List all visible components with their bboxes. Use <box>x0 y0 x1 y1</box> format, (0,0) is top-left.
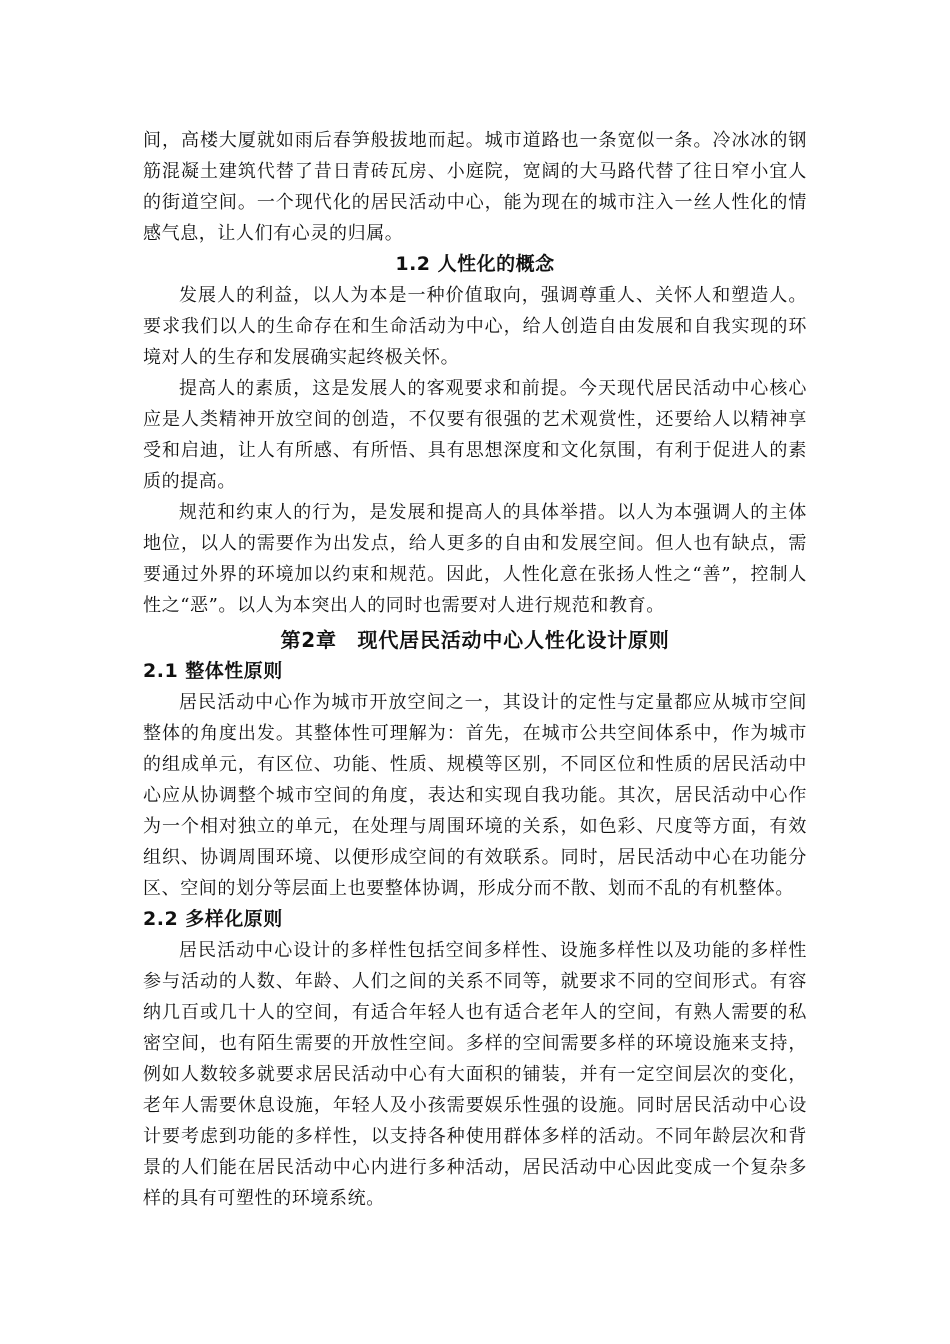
section-2-1-title: 2.1 整体性原则 <box>143 660 283 682</box>
section-2-1-paragraph: 居民活动中心作为城市开放空间之一，其设计的定性与定量都应从城市空间整体的角度出发。其整体性可理解为：首先，在城市公共空间体系中，作为城市的组成单元，有区位、功能、性质、规模等区别，不同区位和性质的居民活动中心应从协调整个城市空间的角度，表达和实现自我功能。其次，居民活动中心作为一个相对独立的单元，在处理与周围环境的关系，如色彩、尺度等方面，有效组织、协调周围环境、以便形成空间的有效联系。同时，居民活动中心在功能分区、空间的划分等层面上也要整体协调，形成分而不散、划而不乱的有机整体。 <box>143 692 807 899</box>
section-2-2-title: 2.2 多样化原则 <box>143 908 283 930</box>
section-2-2-paragraph: 居民活动中心设计的多样性包括空间多样性、设施多样性以及功能的多样性参与活动的人数、年龄、人们之间的关系不同等，就要求不同的空间形式。有容纳几百或几十人的空间，有适合年轻人也有适合老年人的空间，有熟人需要的私密空间，也有陌生需要的开放性空间。多样的空间需要多样的环境设施来支持，例如人数较多就要求居民活动中心有大面积的铺装，并有一定空间层次的变化，老年人需要休息设施，年轻人及小孩需要娱乐性强的设施。同时居民活动中心设计要考虑到功能的多样性，以支持各种使用群体多样的活动。不同年龄层次和背景的人们能在居民活动中心内进行多种活动，居民活动中心因此变成一个复杂多样的具有可塑性的环境系统。 <box>143 940 807 1209</box>
section-1-2-paragraph-2: 提高人的素质，这是发展人的客观要求和前提。今天现代居民活动中心核心应是人类精神开放空间的创造，不仅要有很强的艺术观赏性，还要给人以精神享受和启迪，让人有所感、有所悟、具有思想深度和文化氛围，有利于促进人的素质的提高。 <box>143 378 807 492</box>
chapter-2-title: 第2章 现代居民活动中心人性化设计原则 <box>280 628 670 652</box>
section-1-2-paragraph-3: 规范和约束人的行为，是发展和提高人的具体举措。以人为本强调人的主体地位，以人的需要作为出发点，给人更多的自由和发展空间。但人也有缺点，需要通过外界的环境加以约束和规范。因此，人性化意在张扬人性之“善”，控制人性之“恶”。以人为本突出人的同时也需要对人进行规范和教育。 <box>143 502 807 616</box>
section-1-2-paragraph-1: 发展人的利益，以人为本是一种价值取向，强调尊重人、关怀人和塑造人。要求我们以人的生命存在和生命活动为中心，给人创造自由发展和自我实现的环境对人的生存和发展确实起终极关怀。 <box>143 285 807 368</box>
section-1-2-title: 1.2 人性化的概念 <box>395 253 555 275</box>
intro-paragraph: 间，高楼大厦就如雨后春笋般拔地而起。城市道路也一条宽似一条。冷冰冰的钢筋混凝土建筑代替了昔日青砖瓦房、小庭院，宽阔的大马路代替了往日窄小宜人的街道空间。一个现代化的居民活动中心，能为现在的城市注入一丝人性化的情感气息，让人们有心灵的归属。 <box>143 130 807 244</box>
